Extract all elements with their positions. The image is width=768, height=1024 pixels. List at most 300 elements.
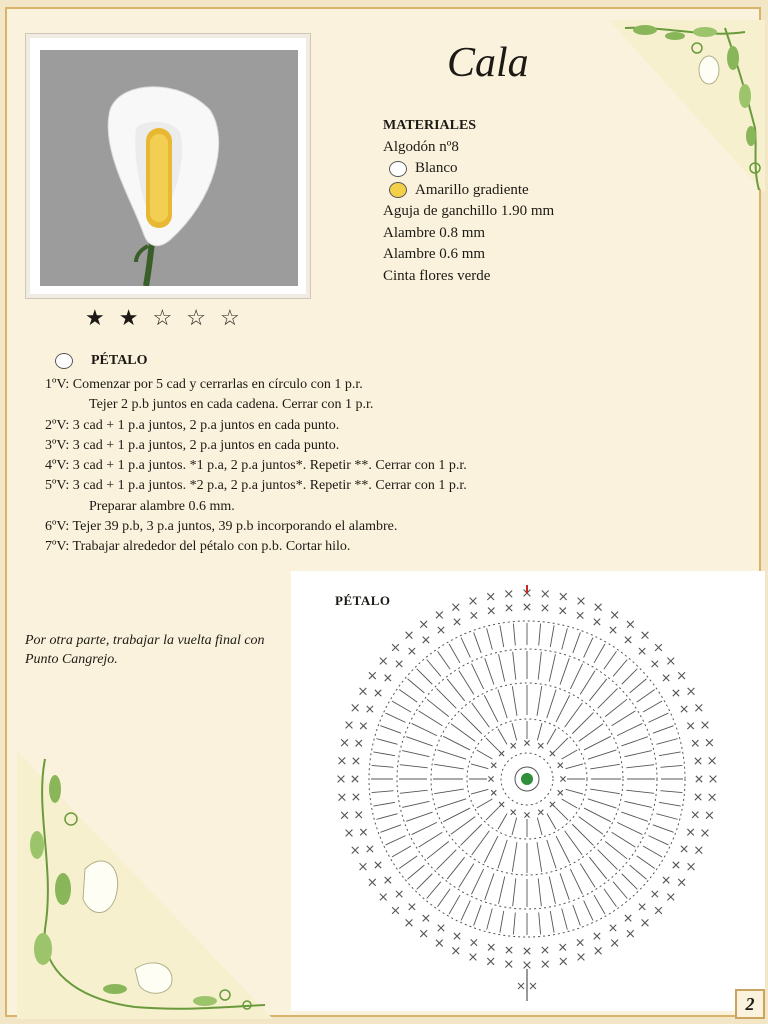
stitch-x-mark — [471, 612, 477, 618]
stitch-x-mark — [577, 612, 583, 618]
stitch-x-mark — [652, 891, 658, 897]
stitch-tick — [539, 912, 541, 934]
stitch-tick — [487, 908, 493, 929]
material-item: Aguja de ganchillo 1.90 mm — [383, 203, 555, 219]
stitch-x-mark — [610, 627, 616, 633]
stitch-x-mark — [499, 751, 504, 756]
stitch-x-mark — [406, 919, 413, 926]
stitch-tick — [380, 825, 401, 833]
stitch-tick — [498, 814, 507, 830]
stitch-tick — [584, 808, 611, 822]
stitch-tick — [622, 874, 638, 890]
stitch-x-mark — [470, 598, 477, 605]
stitch-tick — [400, 790, 428, 793]
round-line: Tejer 2 p.b juntos en cada cadena. Cerrar con 1 p.r. — [89, 397, 374, 413]
color-label: Blanco — [415, 160, 458, 176]
round-line: 4ºV: 3 cad + 1 p.a juntos. *1 p.a, 2 p.a juntos*. Repetir **. Cerrar con 1 p.r. — [45, 458, 467, 474]
stitch-x-mark — [499, 802, 504, 807]
stitch-tick — [436, 850, 456, 870]
page — [5, 7, 761, 1017]
stitch-tick — [637, 690, 655, 703]
stitch-x-mark — [392, 907, 399, 914]
stitch-x-mark — [578, 954, 585, 961]
stitch-tick — [560, 873, 569, 899]
difficulty-rating — [85, 305, 254, 331]
stitch-x-mark — [687, 723, 693, 729]
stitch-x-mark — [409, 648, 415, 654]
stitch-tick — [471, 789, 488, 794]
finishing-note: Por otra parte, trabajar la vuelta final con Punto Cangrejo. — [25, 633, 265, 667]
stitch-x-mark — [524, 812, 529, 817]
stitch-tick — [472, 831, 490, 855]
stitch-tick — [461, 713, 482, 734]
stitch-x-mark — [678, 672, 685, 679]
stitch-tick — [461, 900, 470, 920]
stitch-tick — [570, 869, 582, 894]
stitch-tick — [653, 726, 674, 734]
stitch-tick — [484, 695, 498, 722]
stitch-x-mark — [420, 621, 427, 628]
round-line: Preparar alambre 0.6 mm. — [89, 498, 235, 514]
stitch-tick — [562, 628, 568, 649]
stitch-x-mark — [369, 672, 376, 679]
stitch-tick — [659, 752, 681, 756]
stitch-tick — [660, 765, 682, 767]
stitch-x-mark — [338, 757, 345, 764]
stitch-x-mark — [420, 930, 427, 937]
stitch-tick — [392, 701, 411, 712]
stitch-tick — [499, 876, 505, 903]
stitch-tick — [461, 638, 470, 658]
stitch-tick — [549, 654, 555, 681]
stitch-tick — [579, 724, 603, 742]
stitch-tick — [512, 842, 517, 872]
stitch-x-mark — [560, 776, 565, 781]
stitch-tick — [485, 873, 494, 899]
stitch-tick — [451, 724, 475, 742]
stitch-x-mark — [341, 739, 348, 746]
stitch-tick — [399, 690, 417, 703]
floral-corner-bottom-left — [15, 749, 275, 1021]
stitch-tick — [538, 652, 541, 680]
stitch-tick — [622, 669, 638, 685]
stitch-tick — [447, 857, 464, 879]
color-row — [383, 180, 554, 202]
stitch-x-mark — [663, 675, 669, 681]
stitch-x-mark — [375, 862, 381, 868]
round-line: 1ºV: Comenzar por 5 cad y cerrarlas en círculo con 1 p.r. — [45, 377, 363, 392]
stitch-tick — [512, 723, 517, 740]
stitch-x-mark — [542, 947, 548, 953]
stitch-tick — [626, 790, 654, 793]
stitch-x-mark — [380, 894, 387, 901]
stitch-x-mark — [524, 740, 529, 745]
stitch-x-mark — [352, 847, 359, 854]
stitch-tick — [612, 832, 636, 847]
stitch-tick — [449, 644, 460, 663]
stitch-x-mark — [360, 863, 367, 870]
stitch-tick — [584, 638, 593, 658]
stitch-x-mark — [423, 637, 429, 643]
stitch-x-mark — [454, 933, 460, 939]
star-icon: ☆ — [186, 305, 220, 330]
stitch-x-mark — [642, 919, 649, 926]
stitch-tick — [402, 801, 429, 807]
stitch-tick — [407, 679, 424, 693]
stitch-tick — [438, 889, 451, 907]
stitch-tick — [562, 750, 578, 759]
stitch-tick — [580, 671, 595, 695]
stitch-x-mark — [577, 939, 583, 945]
stitch-tick — [372, 765, 394, 767]
stitch-x-mark — [652, 661, 658, 667]
stitch-x-mark — [611, 940, 618, 947]
stitch-x-mark — [380, 658, 387, 665]
stitch-tick — [588, 799, 617, 808]
stitch-x-mark — [530, 983, 536, 989]
stitch-tick — [427, 841, 449, 858]
stitch-tick — [386, 836, 406, 845]
stitch-tick — [556, 836, 570, 863]
stitch-tick — [626, 765, 654, 768]
stitch-x-mark — [385, 675, 391, 681]
stitch-tick — [537, 723, 542, 740]
stitch-x-mark — [353, 758, 359, 764]
stitch-tick — [474, 632, 482, 653]
stitch-x-mark — [673, 690, 679, 696]
stitch-tick — [373, 752, 395, 756]
stitch-x-mark — [538, 810, 543, 815]
stitch-x-mark — [681, 846, 687, 852]
stitch-x-mark — [491, 763, 496, 768]
stitch-tick — [580, 864, 595, 888]
stitch-x-mark — [560, 958, 567, 965]
stitch-x-mark — [524, 604, 530, 610]
round-line: 6ºV: Tejer 39 p.b, 3 p.a juntos, 39 p.b incorporando el alambre. — [45, 519, 398, 535]
stitch-tick — [417, 669, 433, 685]
stitch-tick — [392, 846, 411, 857]
page-title: Cala — [447, 40, 529, 86]
stitch-tick — [407, 865, 424, 879]
stitch-tick — [451, 817, 475, 835]
stitch-x-mark — [594, 619, 600, 625]
stitch-tick — [434, 764, 464, 769]
stitch-tick — [486, 807, 499, 820]
round-line: 3ºV: 3 cad + 1 p.a juntos, 2 p.a juntos en cada punto. — [45, 437, 340, 453]
material-item: Alambre 0.8 mm — [383, 224, 486, 241]
stitch-tick — [406, 737, 432, 746]
stitch-tick — [584, 900, 593, 920]
white-swatch-icon — [55, 353, 73, 369]
petal-heading: PÉTALO — [91, 353, 148, 368]
stitch-x-mark — [491, 790, 496, 795]
stitch-x-mark — [550, 802, 555, 807]
stitch-x-mark — [452, 947, 459, 954]
stitch-tick — [613, 882, 627, 899]
stitch-x-mark — [488, 944, 494, 950]
stitch-x-mark — [560, 593, 567, 600]
photo-frame — [25, 33, 311, 299]
stitch-x-mark — [506, 605, 512, 611]
stitch-tick — [630, 865, 647, 879]
stitch-tick — [434, 789, 464, 794]
stitch-x-mark — [667, 894, 674, 901]
calla-photo — [40, 50, 298, 286]
stitch-tick — [562, 799, 578, 808]
stitch-x-mark — [367, 846, 373, 852]
stitch-x-mark — [346, 722, 353, 729]
stitch-tick — [589, 679, 606, 701]
stitch-x-mark — [356, 812, 362, 818]
stitch-x-mark — [709, 794, 716, 801]
stitch-tick — [621, 737, 647, 746]
stitch-x-mark — [578, 598, 585, 605]
stitch-tick — [513, 624, 515, 646]
stitch-tick — [630, 679, 647, 693]
material-item: Cinta flores verde — [383, 267, 491, 284]
stitch-tick — [477, 799, 493, 808]
stitch-x-mark — [353, 794, 359, 800]
color-row — [383, 158, 554, 180]
stitch-tick — [565, 703, 583, 727]
stitch-x-mark — [338, 776, 345, 783]
stitch-tick — [485, 658, 494, 684]
stitch-tick — [537, 686, 542, 716]
stitch-tick — [643, 846, 662, 857]
stitch-x-mark — [627, 930, 634, 937]
stitch-tick — [406, 812, 432, 821]
stitch-tick — [537, 818, 542, 835]
stitch-x-mark — [505, 961, 512, 968]
stitch-x-mark — [341, 812, 348, 819]
stitch-x-mark — [625, 915, 631, 921]
stitch-x-mark — [706, 812, 713, 819]
yellow-swatch-icon — [389, 182, 407, 198]
stitch-x-mark — [702, 722, 709, 729]
stitch-tick — [447, 679, 464, 701]
stitch-tick — [659, 802, 681, 806]
stitch-x-mark — [695, 794, 701, 800]
stitch-tick — [399, 856, 417, 869]
stitch-tick — [474, 905, 482, 926]
stitch-tick — [486, 738, 499, 751]
stitch-tick — [499, 654, 505, 681]
stitch-x-mark — [625, 637, 631, 643]
stitch-x-mark — [385, 877, 391, 883]
stitch-tick — [660, 791, 682, 793]
stitch-x-mark — [396, 891, 402, 897]
stitch-tick — [550, 625, 554, 647]
stitch-x-mark — [511, 810, 516, 815]
stitch-x-mark — [594, 933, 600, 939]
stitch-tick — [513, 878, 516, 906]
stitch-x-mark — [558, 790, 563, 795]
stitch-tick — [656, 739, 677, 745]
stitch-x-mark — [678, 879, 685, 886]
stitch-tick — [400, 765, 428, 768]
stitch-x-mark — [542, 590, 549, 597]
diagram-title: PÉTALO — [335, 593, 391, 608]
stitch-x-mark — [692, 740, 698, 746]
stitch-tick — [459, 864, 474, 888]
stitch-x-mark — [611, 612, 618, 619]
stitch-x-mark — [436, 612, 443, 619]
stitch-tick — [459, 671, 474, 695]
stitch-tick — [604, 889, 617, 907]
stitch-tick — [412, 723, 437, 735]
stitch-x-mark — [488, 776, 493, 781]
stitch-tick — [605, 699, 627, 716]
material-item: Alambre 0.6 mm — [383, 246, 486, 262]
page-number: 2 — [735, 989, 765, 1019]
materials-heading: MATERIALES — [383, 118, 477, 133]
stitch-x-mark — [688, 688, 695, 695]
stitch-tick — [547, 729, 556, 745]
stitch-tick — [417, 874, 433, 890]
stitch-tick — [656, 814, 677, 820]
stitch-x-mark — [687, 829, 693, 835]
round-line: 5ºV: 3 cad + 1 p.a juntos. *2 p.a, 2 p.a juntos*. Repetir **. Cerrar con 1 p.r. — [45, 478, 467, 494]
stitch-tick — [386, 713, 406, 722]
stitch-tick — [477, 750, 493, 759]
stitch-x-mark — [392, 644, 399, 651]
stitch-x-mark — [695, 758, 701, 764]
stitch-x-mark — [681, 706, 687, 712]
stitch-tick — [412, 822, 437, 834]
stitch-tick — [449, 895, 460, 914]
stitch-tick — [500, 625, 504, 647]
stitch-tick — [594, 895, 605, 914]
stitch-tick — [537, 842, 542, 872]
stitch-tick — [472, 703, 490, 727]
stitch-x-mark — [655, 644, 662, 651]
stitch-x-mark — [423, 915, 429, 921]
stitch-x-mark — [356, 740, 362, 746]
star-icon: ☆ — [152, 305, 187, 330]
stitch-tick — [612, 711, 636, 726]
stitch-tick — [443, 736, 470, 750]
stitch-x-mark — [695, 704, 702, 711]
stitch-x-mark — [369, 879, 376, 886]
stitch-tick — [584, 736, 611, 750]
stitch-x-mark — [560, 944, 566, 950]
stitch-tick — [617, 822, 642, 834]
stitch-x-mark — [642, 632, 649, 639]
stitch-tick — [555, 738, 568, 751]
stitch-tick — [621, 812, 647, 821]
stitch-tick — [513, 652, 516, 680]
stitch-tick — [438, 651, 451, 669]
stitch-x-mark — [409, 904, 415, 910]
stitch-x-mark — [702, 830, 709, 837]
stitch-x-mark — [655, 907, 662, 914]
stitch-tick — [547, 840, 556, 869]
stitch-x-mark — [487, 958, 494, 965]
stitch-tick — [590, 764, 620, 769]
stitch-x-mark — [627, 621, 634, 628]
stitch-tick — [419, 832, 443, 847]
stitch-tick — [512, 818, 517, 835]
stitch-tick — [471, 764, 488, 769]
stitch-x-mark — [542, 605, 548, 611]
stitch-x-mark — [688, 863, 695, 870]
stitch-tick — [604, 651, 617, 669]
round-line: 2ºV: 3 cad + 1 p.a juntos, 2 p.a juntos en cada punto. — [45, 417, 340, 433]
stitch-tick — [562, 908, 568, 929]
stitch-tick — [498, 690, 507, 719]
stitch-tick — [484, 836, 498, 863]
stitch-tick — [498, 840, 507, 869]
stitch-x-mark — [367, 706, 373, 712]
stitch-tick — [648, 836, 668, 845]
stitch-x-mark — [438, 627, 444, 633]
stitch-x-mark — [511, 743, 516, 748]
stitch-tick — [589, 857, 606, 879]
stitch-x-mark — [396, 661, 402, 667]
materials-list — [383, 115, 554, 287]
stitch-tick — [547, 814, 556, 830]
stitch-tick — [471, 664, 483, 689]
stitch-tick — [556, 695, 570, 722]
stitch-tick — [566, 764, 583, 769]
stitch-x-mark — [436, 940, 443, 947]
stitch-x-mark — [673, 862, 679, 868]
stitch-tick — [570, 664, 582, 689]
stitch-x-mark — [375, 690, 381, 696]
stitch-x-mark — [663, 877, 669, 883]
stitch-x-mark — [346, 830, 353, 837]
stitch-tick — [613, 659, 627, 676]
stitch-tick — [380, 726, 401, 734]
stitch-x-mark — [667, 658, 674, 665]
stitch-x-mark — [360, 829, 366, 835]
stitch-tick — [572, 824, 593, 845]
stitch-x-mark — [524, 962, 531, 969]
stitch-x-mark — [454, 619, 460, 625]
color-label: Amarillo gradiente — [415, 181, 529, 198]
stitch-tick — [573, 905, 581, 926]
stitch-tick — [461, 824, 482, 845]
stitch-tick — [427, 699, 449, 716]
petal-heading-row — [55, 353, 148, 369]
stitch-tick — [427, 882, 441, 899]
stitch-tick — [605, 841, 627, 858]
stitch-x-mark — [338, 794, 345, 801]
stitch-tick — [498, 729, 507, 745]
stitch-x-mark — [595, 947, 602, 954]
stitch-x-mark — [360, 688, 367, 695]
stitch-x-mark — [352, 704, 359, 711]
stitch-x-mark — [706, 739, 713, 746]
stitch-x-mark — [710, 776, 717, 783]
stitch-x-mark — [595, 604, 602, 611]
stitch-x-mark — [518, 983, 524, 989]
stitch-tick — [653, 825, 674, 833]
stitch-x-mark — [695, 847, 702, 854]
round-line: 7ºV: Trabajar alrededor del pétalo con p.b. Cortar hilo. — [45, 539, 351, 555]
stitch-x-mark — [506, 947, 512, 953]
stitch-tick — [598, 688, 618, 708]
star-icon: ★ — [85, 305, 119, 330]
stitch-tick — [372, 791, 394, 793]
stitch-tick — [624, 751, 651, 757]
stitch-tick — [438, 799, 467, 808]
stitch-tick — [643, 701, 662, 712]
stitch-x-mark — [452, 604, 459, 611]
stitch-tick — [376, 739, 397, 745]
stitch-x-mark — [505, 590, 512, 597]
crochet-diagram — [291, 571, 765, 1011]
